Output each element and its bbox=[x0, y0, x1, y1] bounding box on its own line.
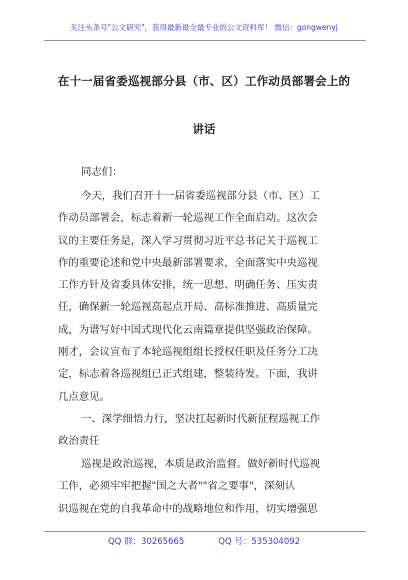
paragraph-line: 几点意见。 bbox=[58, 390, 110, 403]
heading-line: 一、深学细悟力行，坚决扛起新时代新征程巡视工作 bbox=[81, 413, 320, 425]
greeting: 同志们： bbox=[81, 166, 123, 178]
paragraph-line: 工作，必须牢牢把握"国之大者""省之要事"，深刻认 bbox=[58, 480, 296, 493]
document-title-line-1: 在十一届省委巡视部分县（市、区）工作动员部署会上的 bbox=[57, 74, 351, 88]
footer-contact bbox=[0, 535, 408, 547]
paragraph-line: 工作方针及省委具体安排，统一思想、明确任务、压实责 bbox=[58, 279, 318, 292]
footer-qq-group: QQ 群：30265665 bbox=[107, 537, 185, 547]
paragraph-1 bbox=[58, 185, 352, 408]
paragraph-line: 成，为谱写好中国式现代化云南篇章提供坚强政治保障。 bbox=[58, 323, 318, 336]
paragraph-line: 巡视是政治巡视，本质是政治监督。做好新时代巡视 bbox=[81, 458, 320, 470]
paragraph-2 bbox=[58, 453, 352, 520]
heading-line: 政治责任 bbox=[58, 435, 100, 448]
paragraph-line: 定，标志着各巡视组已正式组建，整装待发。下面，我讲 bbox=[58, 368, 318, 381]
footer-divider bbox=[44, 531, 366, 532]
paragraph-line: 作动员部署会，标志着新一轮巡视工作全面启动。这次会 bbox=[58, 212, 318, 225]
header-divider bbox=[44, 40, 366, 41]
paragraph-line: 议的主要任务是，深入学习贯彻习近平总书记关于巡视工 bbox=[58, 234, 318, 247]
section-1-heading bbox=[58, 408, 352, 453]
paragraph-line: 任，确保新一轮巡视高起点开局、高标准推进、高质量完 bbox=[58, 301, 318, 314]
paragraph-line: 今天，我们召开十一届省委巡视部分县（市、区）工 bbox=[81, 190, 320, 202]
document-title-line-2: 讲话 bbox=[192, 122, 216, 136]
footer-qq-number: QQ 号：535304092 bbox=[218, 537, 301, 547]
paragraph-line: 识巡视在党的自我革命中的战略地位和作用，切实增强思 bbox=[58, 502, 318, 515]
paragraph-line: 刚才，会议宣布了本轮巡视组组长授权任职及任务分工决 bbox=[58, 346, 318, 359]
paragraph-line: 作的重要论述和党中央最新部署要求，全面落实中央巡视 bbox=[58, 256, 318, 269]
header-promo-note: 关注头条号"公文研究"，获得最新最全最专业的公文资料库！ 微信：gongwenyj bbox=[70, 23, 338, 32]
